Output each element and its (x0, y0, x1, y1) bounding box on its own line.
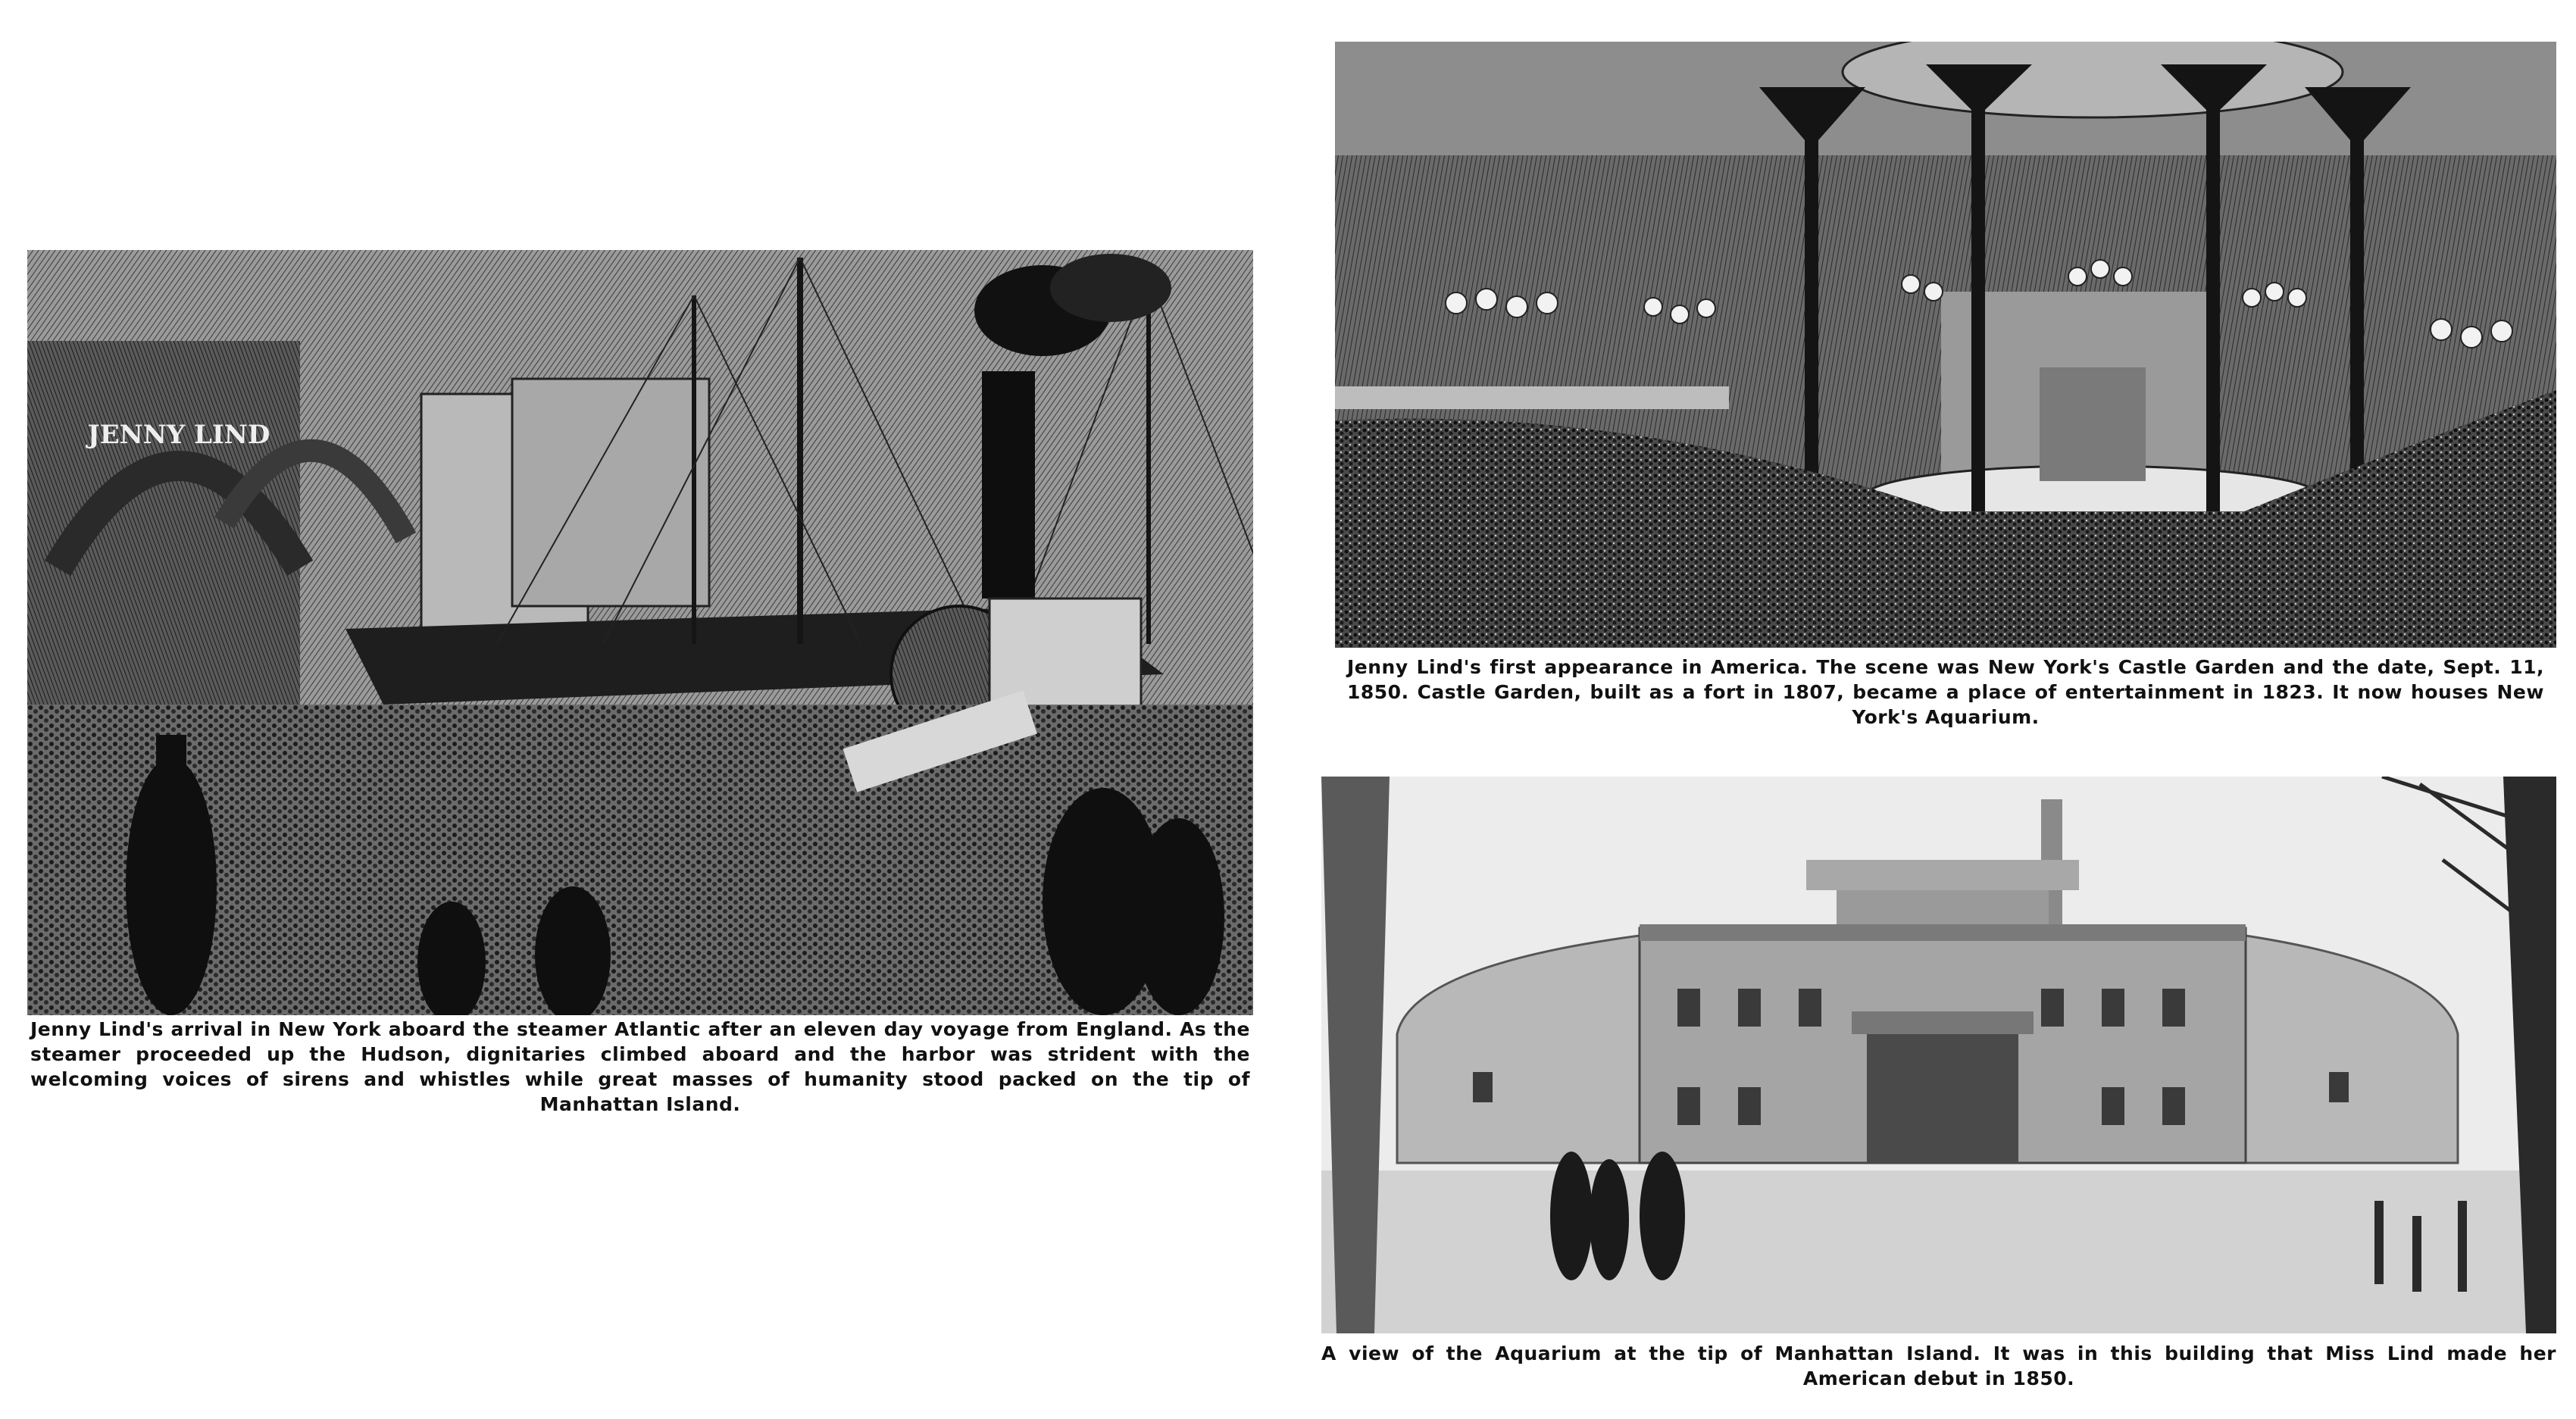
arrival-caption: Jenny Lind's arrival in New York aboard the steamer Atlantic after an eleven day voyage from England. As the steamer proceeded up the Hudson, dignitaries climbed aboard and the harbor was strident with the welcoming voices of sirens and whistles while great masses of humanity stood packed on the tip of Manhattan Island. (30, 1018, 1250, 1115)
aquarium-photograph (1321, 777, 2556, 1333)
castle-garden-engraving (1335, 42, 2556, 648)
arch-lettering: JENNY LIND (87, 420, 270, 450)
arrival-engraving (27, 250, 1253, 1015)
aquarium-caption: A view of the Aquarium at the tip of Manhattan Island. It was in this building that Miss Lind made her American debut in 1850. (1321, 1342, 2556, 1389)
castle-garden-caption: Jenny Lind's first appearance in America. The scene was New York's Castle Garden and the date, Sept. 11, 1850. Castle Garden, built as a fort in 1807, became a place of entertainment in 1823. It now houses New York's Aquarium. (1347, 656, 2544, 728)
